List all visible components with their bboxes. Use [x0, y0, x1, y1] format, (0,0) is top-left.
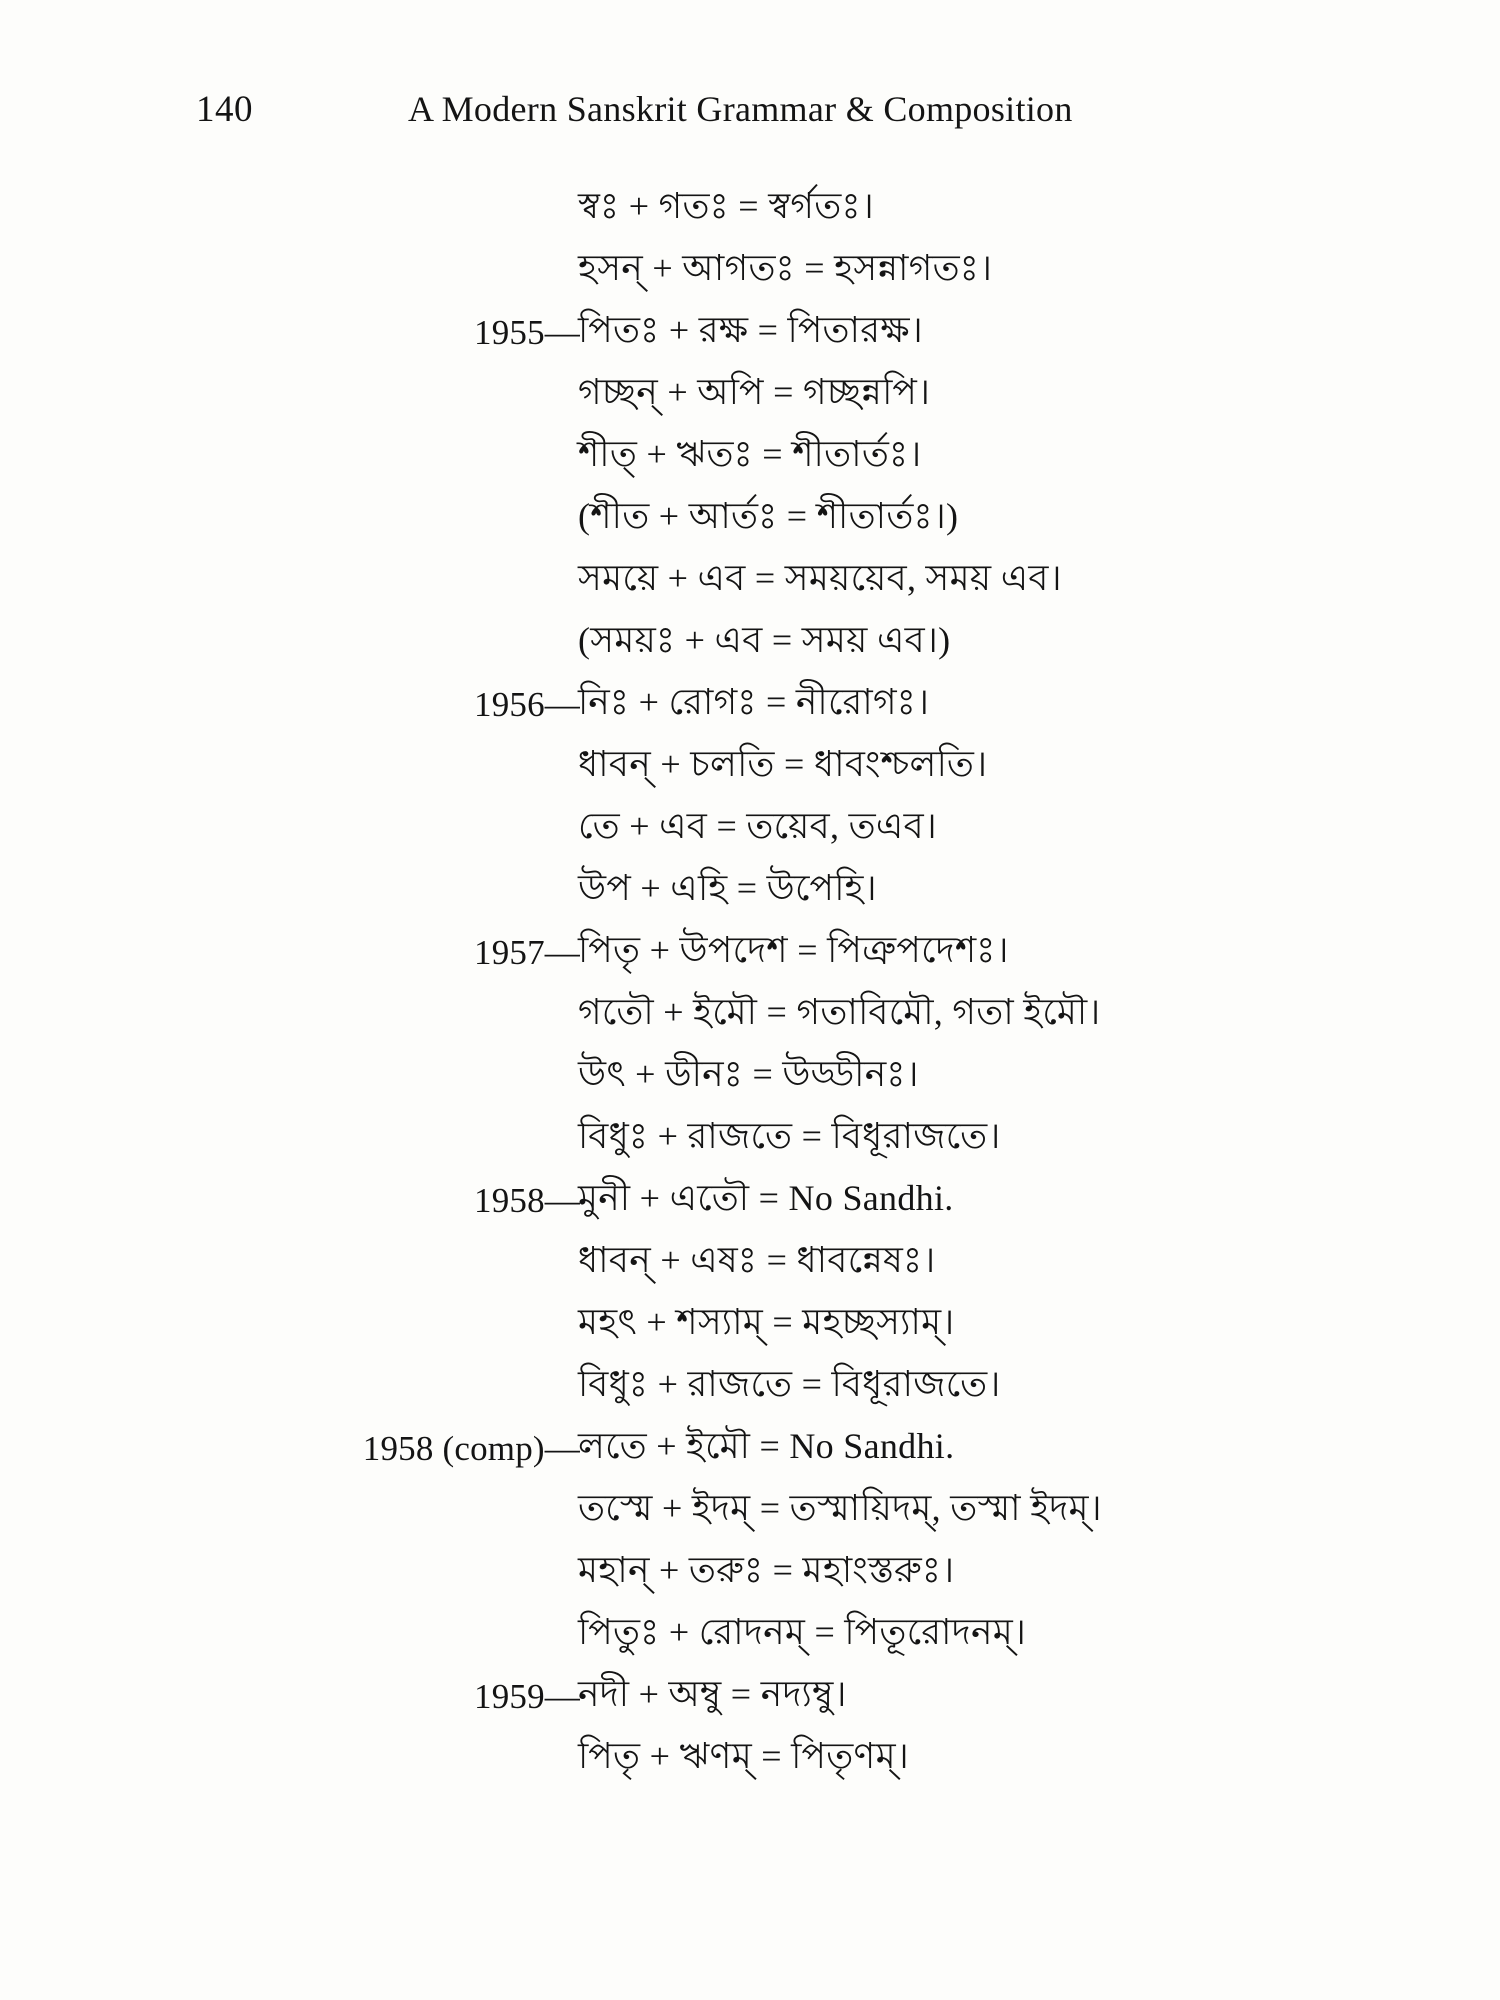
- list-item: [0, 1666, 1500, 1728]
- sandhi-entry: পিতৃ + উপদেশ = পিত্রুপদেশঃ।: [578, 930, 1009, 970]
- sandhi-entry: লতে + ইমৌ = No Sandhi.: [578, 1426, 955, 1466]
- list-item: [0, 426, 1500, 488]
- list-item: [0, 1480, 1500, 1542]
- page-number: 140: [196, 89, 253, 130]
- sandhi-entry: বিধুঃ + রাজতে = বিধূরাজতে।: [578, 1364, 1001, 1404]
- sandhi-entry: মহান্ + তরুঃ = মহাংস্তরুঃ।: [578, 1550, 955, 1590]
- sandhi-entry: নদী + অম্বু = নদ্যম্বু।: [578, 1674, 847, 1714]
- list-item: [0, 1356, 1500, 1418]
- list-item: [0, 674, 1500, 736]
- list-item: [0, 922, 1500, 984]
- sandhi-entry: উৎ + ডীনঃ = উড্ডীনঃ।: [578, 1054, 919, 1094]
- exercise-reference: 1958—: [474, 1181, 580, 1220]
- sandhi-entry: পিতঃ + রক্ষ = পিতারক্ষ।: [578, 310, 924, 350]
- list-item: [0, 1046, 1500, 1108]
- sandhi-entry: সময়ে + এব = সময়য়েব, সময় এব।: [578, 558, 1062, 598]
- list-item: [0, 798, 1500, 860]
- exercise-reference: 1955—: [474, 313, 580, 352]
- sandhi-entry: ধাবন্ + এষঃ = ধাবন্নেষঃ।: [578, 1240, 936, 1280]
- sandhi-entry: (সময়ঃ + এব = সময় এব।): [578, 620, 951, 660]
- list-item: [0, 302, 1500, 364]
- list-item: [0, 1170, 1500, 1232]
- sandhi-entry: হসন্ + আগতঃ = হসন্নাগতঃ।: [578, 248, 993, 288]
- sandhi-entry: তে + এব = তয়েব, তএব।: [578, 806, 938, 846]
- sandhi-entry: বিধুঃ + রাজতে = বিধূরাজতে।: [578, 1116, 1001, 1156]
- list-item: [0, 1418, 1500, 1480]
- list-item: [0, 1232, 1500, 1294]
- page-header: [0, 88, 1500, 134]
- list-item: [0, 984, 1500, 1046]
- list-item: [0, 736, 1500, 798]
- sandhi-entry: গতৌ + ইমৌ = গতাবিমৌ, গতা ইমৌ।: [578, 992, 1101, 1032]
- list-item: [0, 1604, 1500, 1666]
- sandhi-entry: পিতুঃ + রোদনম্ = পিতূরোদনম্।: [578, 1612, 1027, 1652]
- list-item: [0, 1294, 1500, 1356]
- list-item: [0, 240, 1500, 302]
- list-item: [0, 1108, 1500, 1170]
- sandhi-entry: নিঃ + রোগঃ = নীরোগঃ।: [578, 682, 930, 722]
- list-item: [0, 364, 1500, 426]
- sandhi-entry: মুনী + এতৌ = No Sandhi.: [578, 1178, 954, 1218]
- exercise-reference: 1959—: [474, 1677, 580, 1716]
- list-item: [0, 1728, 1500, 1790]
- sandhi-entry: মহৎ + শস্যাম্ = মহচ্ছস্যাম্।: [578, 1302, 955, 1342]
- sandhi-entry: উপ + এহি = উপেহি।: [578, 868, 877, 908]
- sandhi-entry: স্বঃ + গতঃ = স্বর্গতঃ।: [578, 186, 874, 226]
- sandhi-entry: গচ্ছন্ + অপি = গচ্ছন্নপি।: [578, 372, 931, 412]
- list-item: [0, 612, 1500, 674]
- exercise-reference: 1956—: [474, 685, 580, 724]
- sandhi-entry: তস্মে + ইদম্ = তস্মায়িদম্, তস্মা ইদম্।: [578, 1488, 1102, 1528]
- running-title: A Modern Sanskrit Grammar & Composition: [408, 89, 1073, 129]
- sandhi-entry: শীত্ + ঋতঃ = শীতার্তঃ।: [578, 434, 922, 474]
- sandhi-entry: ধাবন্ + চলতি = ধাবংশ্চলতি।: [578, 744, 988, 784]
- sandhi-entry: (শীত + আর্তঃ = শীতার্তঃ।): [578, 496, 959, 536]
- list-item: [0, 178, 1500, 240]
- exercise-reference: 1958 (comp)—: [362, 1429, 580, 1468]
- list-item: [0, 488, 1500, 550]
- list-item: [0, 860, 1500, 922]
- exercise-reference: 1957—: [474, 933, 580, 972]
- sandhi-example-list: [0, 178, 1500, 1790]
- list-item: [0, 1542, 1500, 1604]
- sandhi-entry: পিতৃ + ঋণম্ = পিতৃণম্।: [578, 1736, 910, 1776]
- list-item: [0, 550, 1500, 612]
